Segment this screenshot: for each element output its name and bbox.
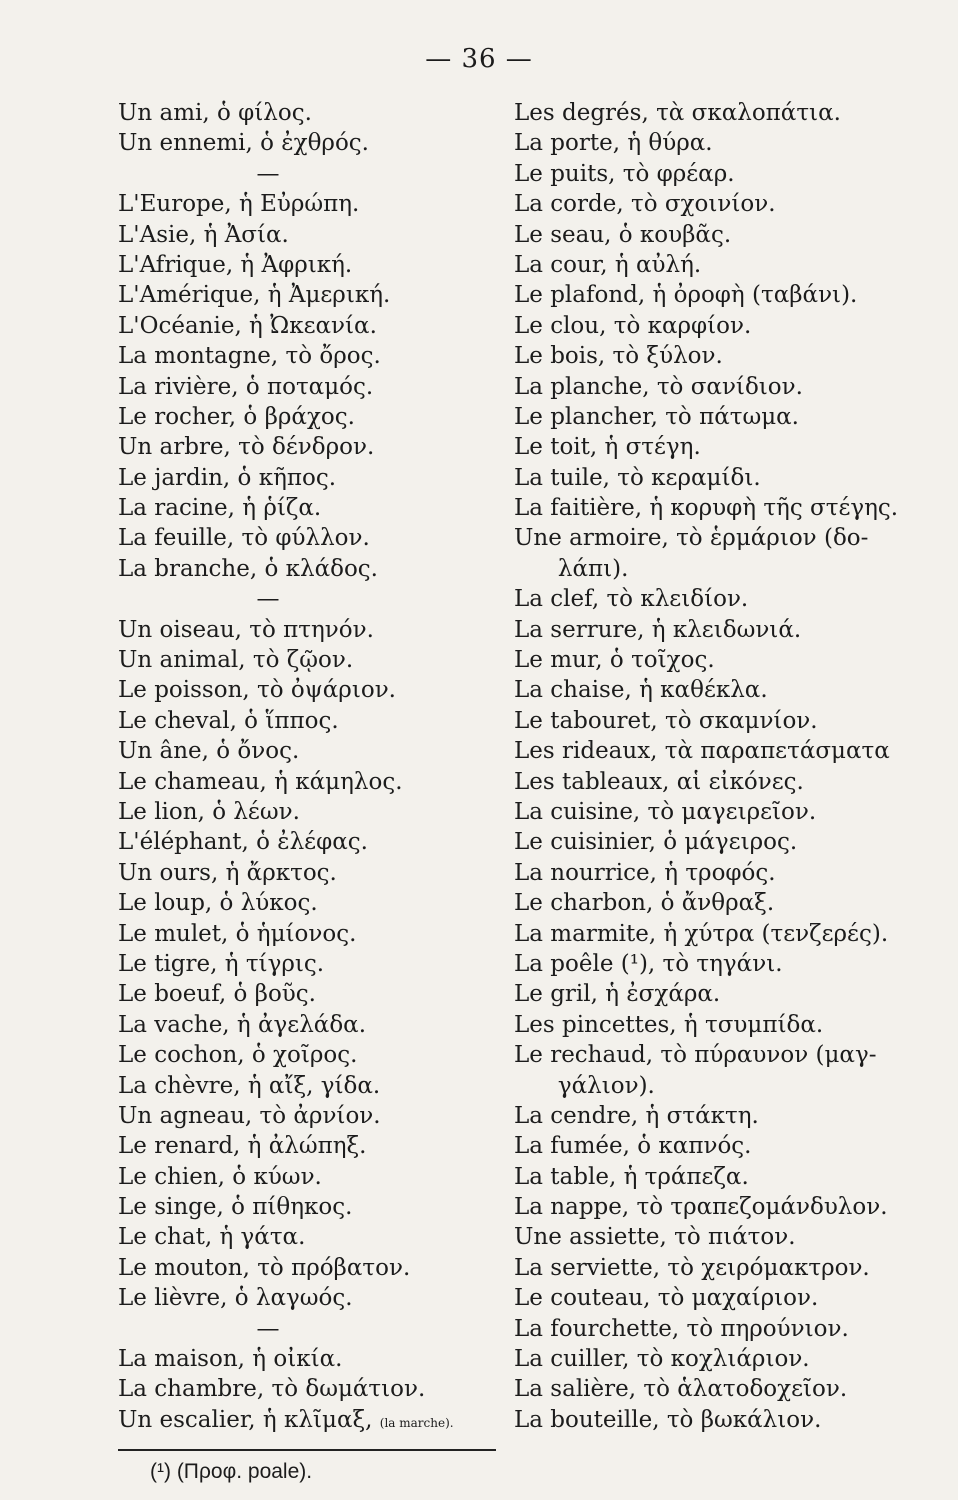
vocab-line: Le tabouret, τὸ σκαμνίον. [514,707,818,734]
vocab-line: Les pincettes, ἡ τσυμπίδα. [514,1011,824,1038]
vocab-line: La salière, τὸ ἁλατοδοχεῖον. [514,1376,848,1403]
footnote: (¹) (Προφ. poale). [150,1460,313,1483]
vocab-line: Le jardin, ὁ κῆπος. [118,464,337,491]
vocab-line: La poêle (¹), τὸ τηγάνι. [514,950,783,977]
vocab-line: Le lion, ὁ λέων. [118,798,300,825]
footnote-rule [118,1449,496,1451]
vocab-line: Le cheval, ὁ ἵππος. [118,707,339,734]
vocab-line: Le seau, ὁ κουβᾶς. [514,221,732,248]
vocab-line: Un ours, ἡ ἄρκτος. [118,859,337,886]
vocab-line: Un âne, ὁ ὄνος. [118,738,300,765]
vocab-line: L'Afrique, ἡ Ἀφρική. [118,251,353,278]
vocab-line: Une armoire, τὸ ἑρμάριον (δο- [514,525,869,552]
vocab-line: Un agneau, τὸ ἀρνίον. [118,1102,381,1129]
vocab-line-main: Un escalier, ἡ κλῖμαξ, [118,1406,373,1433]
vocab-line: Un oiseau, τὸ πτηνόν. [118,616,374,643]
vocab-line: La cendre, ἡ στάκτη. [514,1102,759,1129]
vocab-line: Le rocher, ὁ βράχος. [118,403,355,430]
vocab-line: La faitière, ἡ κορυφὴ τῆς στέγης. [514,495,899,522]
vocab-line: La serrure, ἡ κλειδωνιά. [514,616,802,643]
vocab-line: Le plafond, ἡ ὀροφὴ (ταβάνι). [514,282,858,309]
vocab-line: L'Europe, ἡ Εὐρώπη. [118,191,360,218]
vocab-line: Le puits, τὸ φρέαρ. [514,160,735,187]
right-column [514,98,899,1435]
section-separator: — [256,586,280,613]
vocab-line: Le toit, ἡ στέγη. [514,434,701,461]
vocab-line: Le cochon, ὁ χοῖρος. [118,1042,358,1069]
left-column [118,98,498,1435]
vocab-line: Le mur, ὁ τοῖχος. [514,647,715,674]
vocab-line: La nappe, τὸ τραπεζομάνδυλον. [514,1194,888,1221]
vocab-line: La marmite, ἡ χύτρα (τενζερές). [514,920,889,947]
vocab-line: Le chat, ἡ γάτα. [118,1224,306,1251]
vocab-line: La chèvre, ἡ αἴξ, γίδα. [118,1072,381,1099]
vocab-line: La feuille, τὸ φύλλον. [118,525,370,552]
section-separator: — [256,160,280,187]
vocab-line: λάπι). [514,555,629,582]
vocab-line: L'éléphant, ὁ ἐλέφας. [118,829,368,856]
vocab-line: La corde, τὸ σχοινίον. [514,191,776,218]
vocab-line: La clef, τὸ κλειδίον. [514,586,749,613]
vocab-line: Le chien, ὁ κύων. [118,1163,322,1190]
vocab-line: Le singe, ὁ πίθηκος. [118,1194,353,1221]
vocab-line [118,1405,498,1435]
vocab-line: Le mulet, ὁ ἡμίονος. [118,920,357,947]
vocab-line: Les rideaux, τὰ παραπετάσματα [514,738,890,765]
vocab-line: Le plancher, τὸ πάτωμα. [514,403,799,430]
vocab-line: La racine, ἡ ῥίζα. [118,495,322,522]
vocab-line: Les degrés, τὰ σκαλοπάτια. [514,100,841,126]
vocab-line: L'Asie, ἡ Ἀσία. [118,221,289,248]
vocab-line: Le mouton, τὸ πρόβατον. [118,1254,411,1281]
vocab-line: Le boeuf, ὁ βοῦς. [118,981,316,1008]
vocab-line: La bouteille, τὸ βωκάλιον. [514,1406,822,1433]
vocab-line: La table, ἡ τράπεζα. [514,1163,749,1190]
vocab-line: Le tigre, ἡ τίγρις. [118,950,325,977]
vocab-line: Un arbre, τὸ δένδρον. [118,434,375,461]
vocab-line: La cour, ἡ αὐλή. [514,251,702,278]
vocab-line: La fumée, ὁ καπνός. [514,1133,752,1160]
vocab-line: Le rechaud, τὸ πύραυνον (μαγ- [514,1042,877,1069]
vocab-line: Un ennemi, ὁ ἐχθρός. [118,130,369,157]
vocab-line: Le cuisinier, ὁ μάγειρος. [514,829,798,856]
vocab-line: Le poisson, τὸ ὀψάριον. [118,677,396,704]
vocab-line: Le loup, ὁ λύκος. [118,890,318,917]
vocab-line: La cuiller, τὸ κοχλιάριον. [514,1346,810,1373]
vocab-line: La montagne, τὸ ὄρος. [118,343,381,370]
vocab-line: Le gril, ἡ ἐσχάρα. [514,981,721,1008]
page-number: — 36 — [425,44,533,74]
vocab-line: La chambre, τὸ δωμάτιον. [118,1376,426,1403]
vocab-line: Les tableaux, αἱ εἰκόνες. [514,768,804,795]
vocab-line: Une assiette, τὸ πιάτον. [514,1224,796,1251]
vocab-line: Un ami, ὁ φίλος. [118,100,312,126]
vocab-line: Le clou, τὸ καρφίον. [514,312,752,339]
vocab-line: L'Océanie, ἡ Ὠκεανία. [118,312,377,339]
vocab-line-note: (la marche). [379,1415,454,1430]
vocab-line: La fourchette, τὸ πηρούνιον. [514,1315,849,1342]
vocab-line: La rivière, ὁ ποταμός. [118,373,374,400]
vocab-line: La nourrice, ἡ τροφός. [514,859,776,886]
vocab-line: Le couteau, τὸ μαχαίριον. [514,1285,819,1312]
vocab-line: L'Amérique, ἡ Ἀμερική. [118,282,391,309]
vocab-line: La tuile, τὸ κεραμίδι. [514,464,761,491]
vocab-line: Le bois, τὸ ξύλον. [514,343,723,370]
vocab-line: Le charbon, ὁ ἄνθραξ. [514,890,775,917]
vocab-line: La planche, τὸ σανίδιον. [514,373,803,400]
vocab-line: Le lièvre, ὁ λαγωός. [118,1285,353,1312]
section-separator: — [256,1315,280,1342]
vocab-line: Le renard, ἡ ἀλώπηξ. [118,1133,367,1160]
vocab-line: Le chameau, ἡ κάμηλος. [118,768,403,795]
vocab-line: La branche, ὁ κλάδος. [118,555,378,582]
vocab-line: La maison, ἡ οἰκία. [118,1346,343,1373]
vocab-line: γάλιον). [514,1072,655,1099]
vocab-line: La vache, ἡ ἀγελάδα. [118,1011,367,1038]
vocab-line: La cuisine, τὸ μαγειρεῖον. [514,798,817,825]
vocab-line: Un animal, τὸ ζῷον. [118,647,354,674]
vocab-line: La chaise, ἡ καθέκλα. [514,677,768,704]
vocab-line: La serviette, τὸ χειρόμακτρον. [514,1254,870,1281]
vocab-line: La porte, ἡ θύρα. [514,130,713,157]
